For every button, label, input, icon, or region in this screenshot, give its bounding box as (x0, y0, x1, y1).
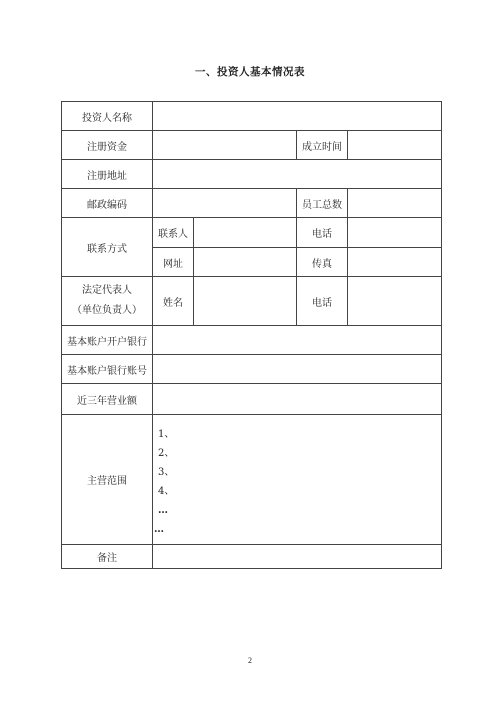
fax-field[interactable] (348, 248, 442, 277)
contact-method-label: 联系方式 (62, 218, 153, 277)
bank-account-label: 基本账户银行账号 (62, 355, 153, 384)
table-row (62, 355, 442, 384)
website-field[interactable] (194, 248, 297, 277)
table-row (62, 415, 442, 545)
remarks-label: 备注 (62, 545, 153, 569)
contact-person-field[interactable] (194, 218, 297, 248)
legal-representative-line2: （单位负责人） (72, 305, 142, 316)
legal-phone-field[interactable] (348, 277, 442, 326)
list-item: 1、 (158, 428, 175, 440)
table-row (62, 102, 442, 131)
established-time-label: 成立时间 (297, 131, 348, 160)
investor-name-field[interactable] (153, 102, 442, 131)
business-scope-label: 主营范围 (62, 415, 153, 545)
revenue-label: 近三年营业额 (62, 384, 153, 415)
registered-capital-field[interactable] (153, 131, 297, 160)
page-title: 一、投资人基本情况表 (195, 66, 305, 78)
table-row (62, 277, 442, 326)
remarks-field[interactable] (153, 545, 442, 569)
postal-code-field[interactable] (153, 189, 297, 218)
bank-name-field[interactable] (153, 326, 442, 355)
table-row (62, 326, 442, 355)
table-row (62, 131, 442, 160)
bank-account-field[interactable] (153, 355, 442, 384)
table-row (62, 545, 442, 569)
page-number: 2 (248, 656, 252, 665)
list-item: 2、 (158, 447, 175, 459)
contact-person-label: 联系人 (153, 218, 194, 248)
legal-representative-line1: 法定代表人 (82, 285, 132, 296)
website-label: 网址 (153, 248, 194, 277)
employee-total-field[interactable] (348, 189, 442, 218)
legal-representative-label (62, 277, 153, 326)
phone-label: 电话 (297, 218, 348, 248)
list-item: … (154, 523, 163, 535)
registered-address-label: 注册地址 (62, 160, 153, 189)
legal-phone-label: 电话 (297, 277, 348, 326)
employee-total-label: 员工总数 (297, 189, 348, 218)
list-item: 4、 (158, 485, 175, 497)
list-item: 3、 (158, 466, 175, 478)
phone-field[interactable] (348, 218, 442, 248)
business-scope-field[interactable] (153, 415, 442, 545)
postal-code-label: 邮政编码 (62, 189, 153, 218)
table-row (62, 189, 442, 218)
investor-info-table (61, 101, 442, 569)
investor-name-label: 投资人名称 (62, 102, 153, 131)
table-row (62, 218, 442, 248)
revenue-field[interactable] (153, 384, 442, 415)
registered-address-field[interactable] (153, 160, 442, 189)
registered-capital-label: 注册资金 (62, 131, 153, 160)
name-field[interactable] (194, 277, 297, 326)
established-time-field[interactable] (348, 131, 442, 160)
name-label: 姓名 (153, 277, 194, 326)
fax-label: 传真 (297, 248, 348, 277)
bank-name-label: 基本账户开户银行 (62, 326, 153, 355)
table-row (62, 384, 442, 415)
table-row (62, 160, 442, 189)
list-item: … (158, 504, 167, 516)
